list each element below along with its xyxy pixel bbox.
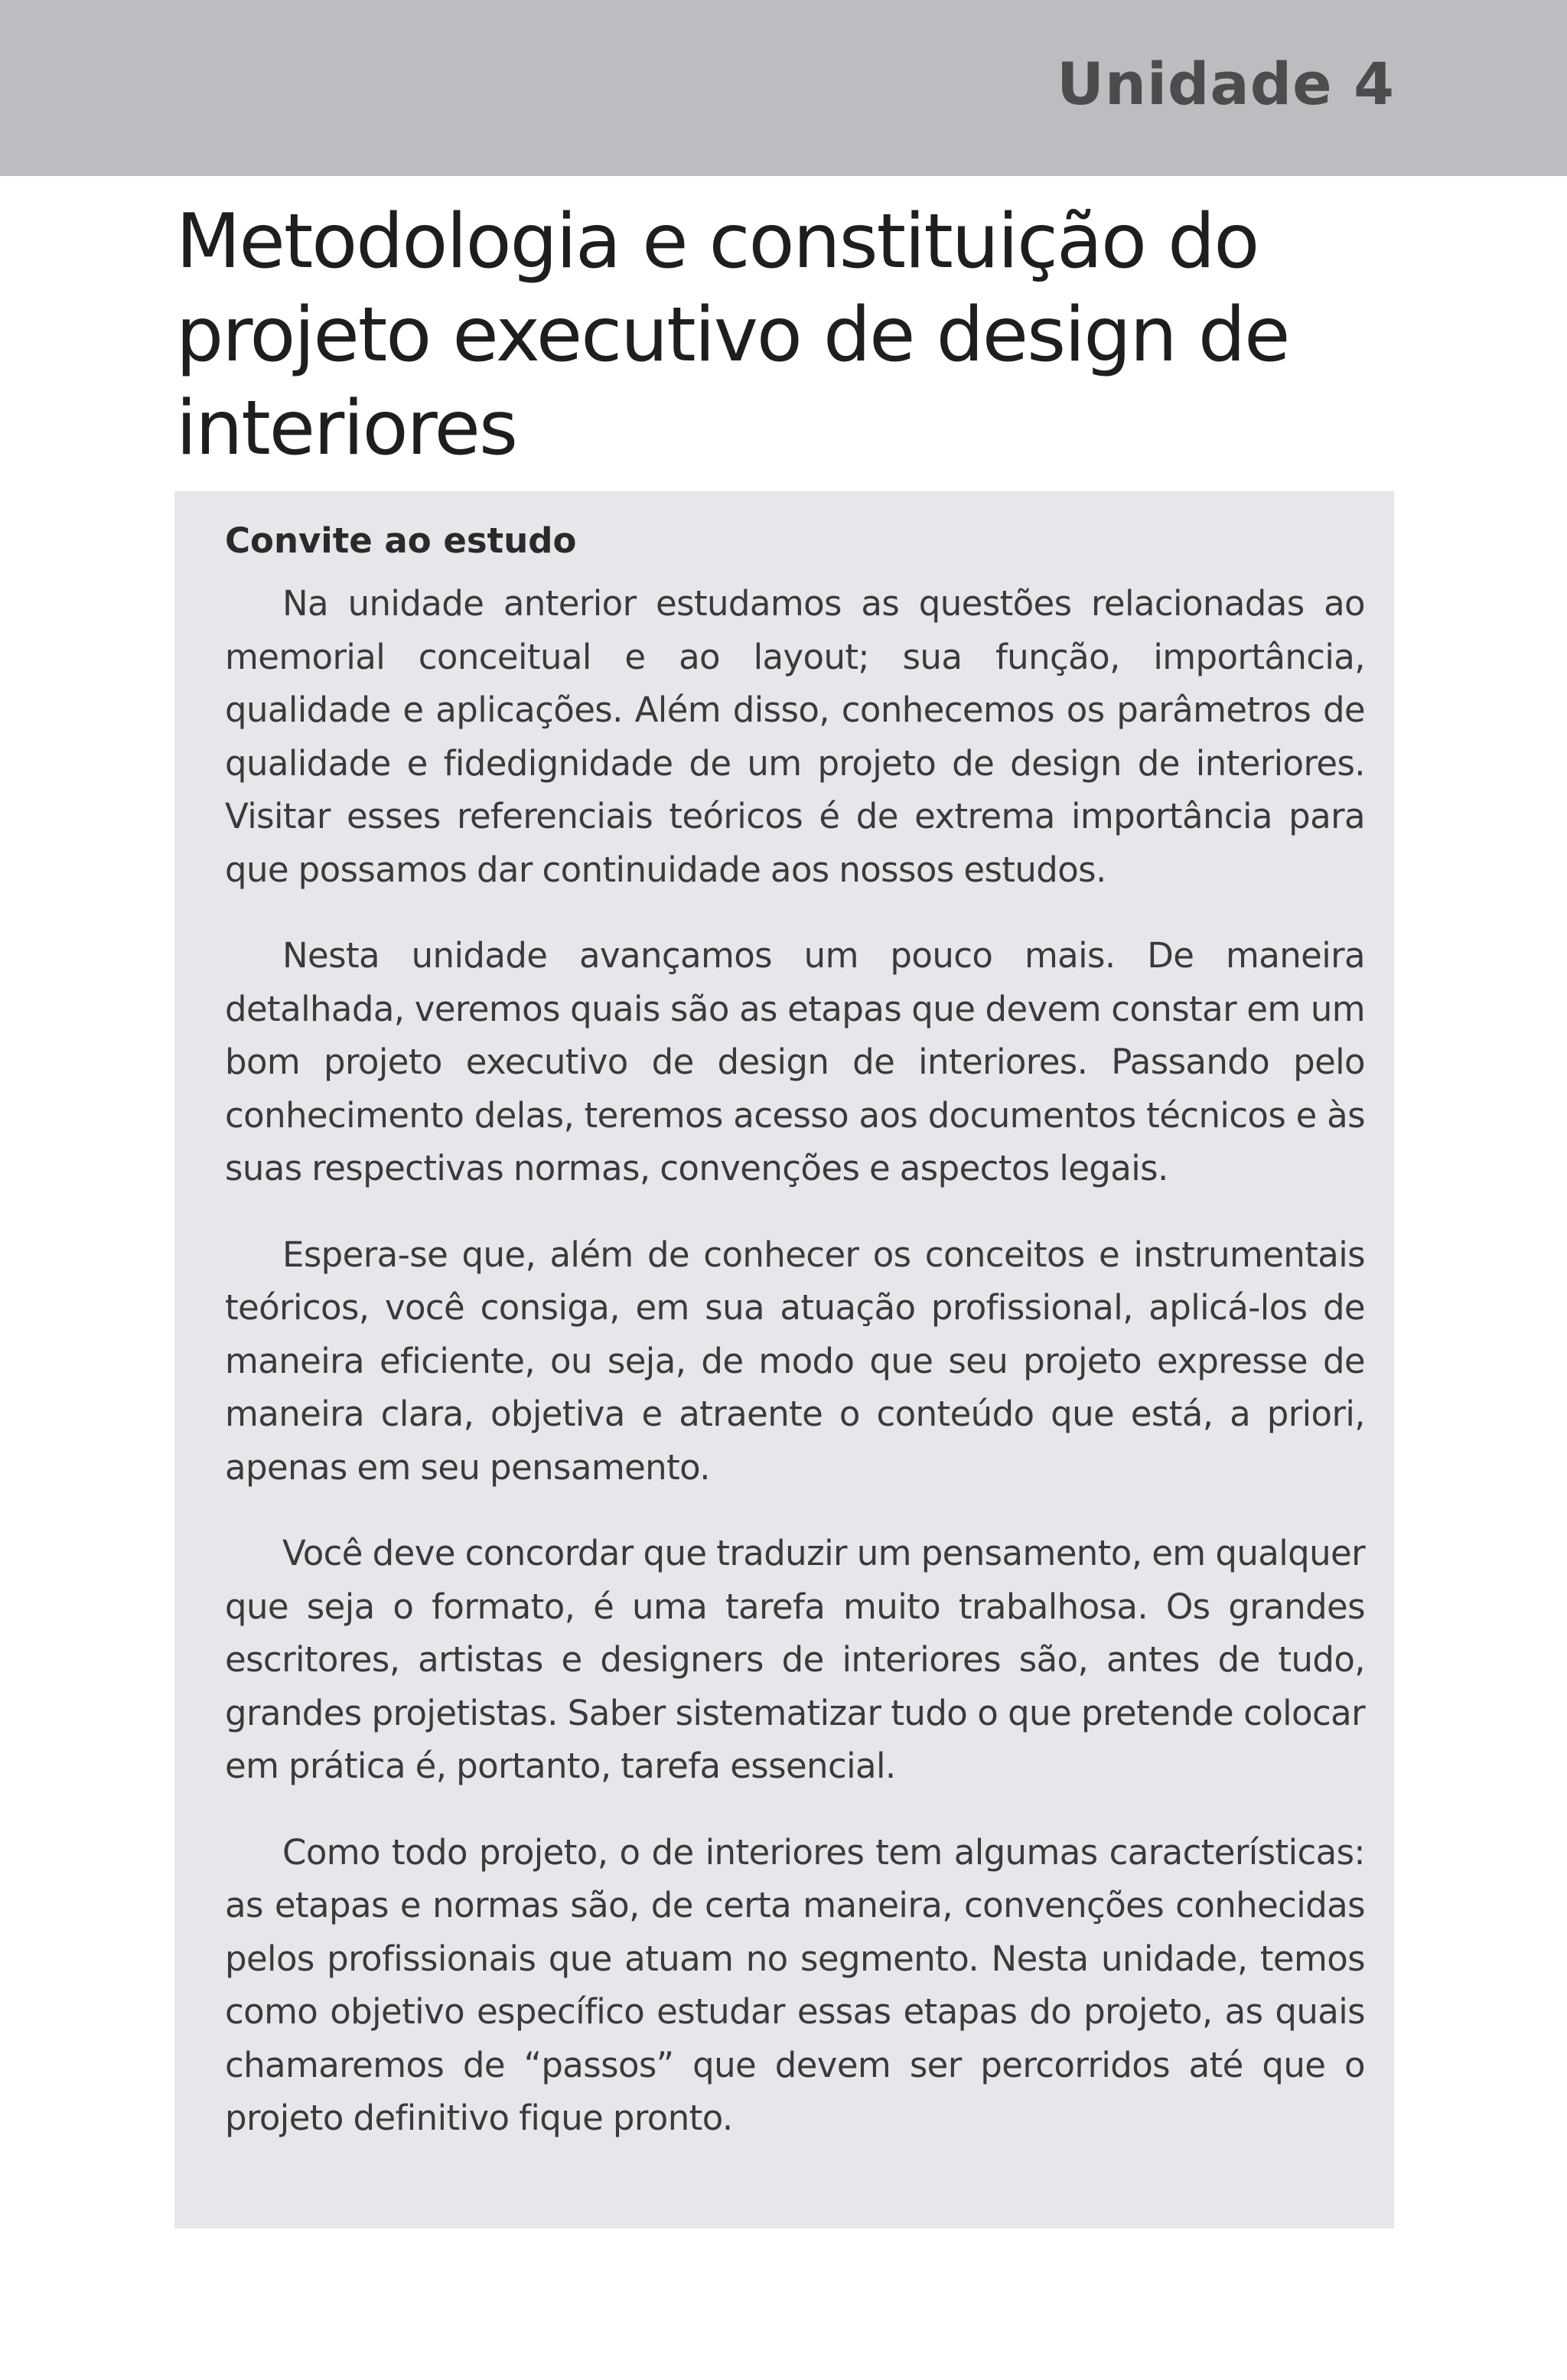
chapter-title-line-3: interiores: [176, 385, 517, 472]
study-invitation-box: [174, 491, 1394, 2228]
chapter-title-line-2: projeto executivo de design de: [176, 292, 1289, 379]
paragraph-2: Nesta unidade avançamos um pouco mais. De maneira detalhada, veremos quais são as etapas que devem constar em um bom projeto executivo de design de interiores. Passando pelo conhecimento delas, teremos acesso aos documentos técnicos e às suas respectivas normas, convenções e aspectos legais.: [225, 935, 1365, 1188]
unit-header-band: [0, 0, 1567, 176]
paragraph-5: Como todo projeto, o de interiores tem algumas características: as etapas e normas são, de certa maneira, convenções conhecidas pelos profissionais que atuam no segmento. Nesta unidade, temos como objetivo específico estudar essas etapas do projeto, as quais chamaremos de “passos” que devem ser percorridos até que o projeto definitivo fique pronto.: [225, 1831, 1365, 2138]
paragraph-3: Espera-se que, além de conhecer os conceitos e instrumentais teóricos, você consiga, em sua atuação profissional, aplicá-los de maneira eficiente, ou seja, de modo que seu projeto expresse de maneira clara, objetiva e atraente o conteúdo que está, a priori, apenas em seu pensamento.: [225, 1234, 1365, 1488]
paragraph-4: Você deve concordar que traduzir um pensamento, em qualquer que seja o formato, é uma tarefa muito trabalhosa. Os grandes escritores, artistas e designers de interiores são, antes de tudo, grandes projetistas. Saber sistematizar tudo o que pretende colocar em prática é, portanto, tarefa essencial.: [225, 1533, 1365, 1786]
chapter-title: [176, 195, 1416, 475]
unit-label: Unidade 4: [1057, 50, 1395, 118]
paragraph-1: Na unidade anterior estudamos as questões relacionadas ao memorial conceitual e ao layout; sua função, importância, qualidade e aplicações. Além disso, conhecemos os parâmetros de qualidade e fidedignidade de um projeto de design de interiores. Visitar esses referenciais teóricos é de extrema importância para que possamos dar continuidade aos nossos estudos.: [225, 583, 1365, 890]
study-invitation-heading: Convite ao estudo: [225, 520, 577, 561]
chapter-title-line-1: Metodologia e constituição do: [176, 198, 1259, 285]
